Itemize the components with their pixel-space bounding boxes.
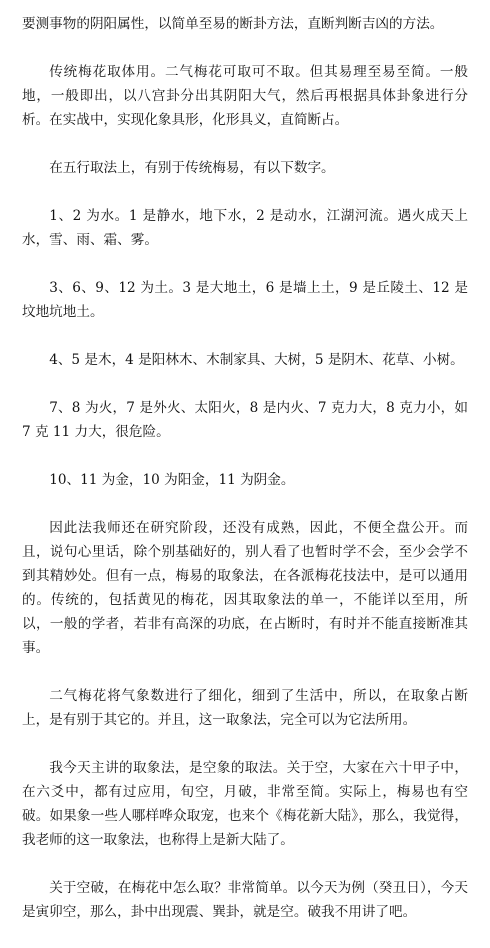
paragraph-continued: 要测事物的阴阳属性，以简单至易的断卦方法，直断判断吉凶的方法。 [22,16,444,32]
paragraph-wood: 4、5 是木，4 是阳林木、木制家具、大树，5 是阴木、花草、小树。 [49,352,464,368]
paragraph-water: 1、2 为水。1 是静水，地下水，2 是动水，江湖河流。遇火成天上水，雪、雨、霜、雾。 [22,208,468,248]
paragraph-research-stage: 因此法我师还在研究阶段，还没有成熟，因此，不便全盘公开。而且，说句心里话，除个别基础好的，别人看了也暂时学不会，至少会学不到其精妙处。但有一点，梅易的取象法，在各派梅花技法中，是可以通用的。传统的，包括黄见的梅花，因其取象法的单一，不能详以至用，所以，一般的学者，若非有高深的功底，在占断时，有时并不能直接断准其事。 [22,520,468,656]
paragraph-wuxing-intro: 在五行取法上，有别于传统梅易，有以下数字。 [49,160,335,176]
paragraph-metal: 10、11 为金，10 为阳金，11 为阴金。 [49,472,295,488]
paragraph-kong-xiang: 我今天主讲的取象法，是空象的取法。关于空，大家在六十甲子中，在六爻中，都有过应用，旬空，月破，非常至简。实际上，梅易也有空破。如果象一些人哪样哗众取宠，也来个《梅花新大陆》，那么，我觉得，我老师的这一取象法，也称得上是新大陆了。 [22,760,468,848]
paragraph-kong-po: 关于空破，在梅花中怎么取？非常简单。以今天为例（癸丑日），今天是寅卯空，那么，卦中出现震、巽卦，就是空。破我不用讲了吧。 [22,880,468,920]
paragraph-fire: 7、8 为火，7 是外火、太阳火，8 是内火、7 克力大，8 克力小，如 7 克 11 力大，很危险。 [22,400,468,440]
paragraph-earth: 3、6、9、12 为土。3 是大地土，6 是墙上土，9 是丘陵土、12 是坟地坑地土。 [22,280,468,320]
paragraph-two-qi: 二气梅花将气象数进行了细化，细到了生活中，所以，在取象占断上，是有别于其它的。并且，这一取象法，完全可以为它法所用。 [22,688,468,728]
document-page [22,12,468,948]
paragraph-ti-yong: 传统梅花取体用。二气梅花可取可不取。但其易理至易至简。一般地，一般即出，以八宫卦分出其阴阳大气，然后再根据具体卦象进行分析。在实战中，实现化象具形，化形具义，直简断占。 [22,64,468,128]
